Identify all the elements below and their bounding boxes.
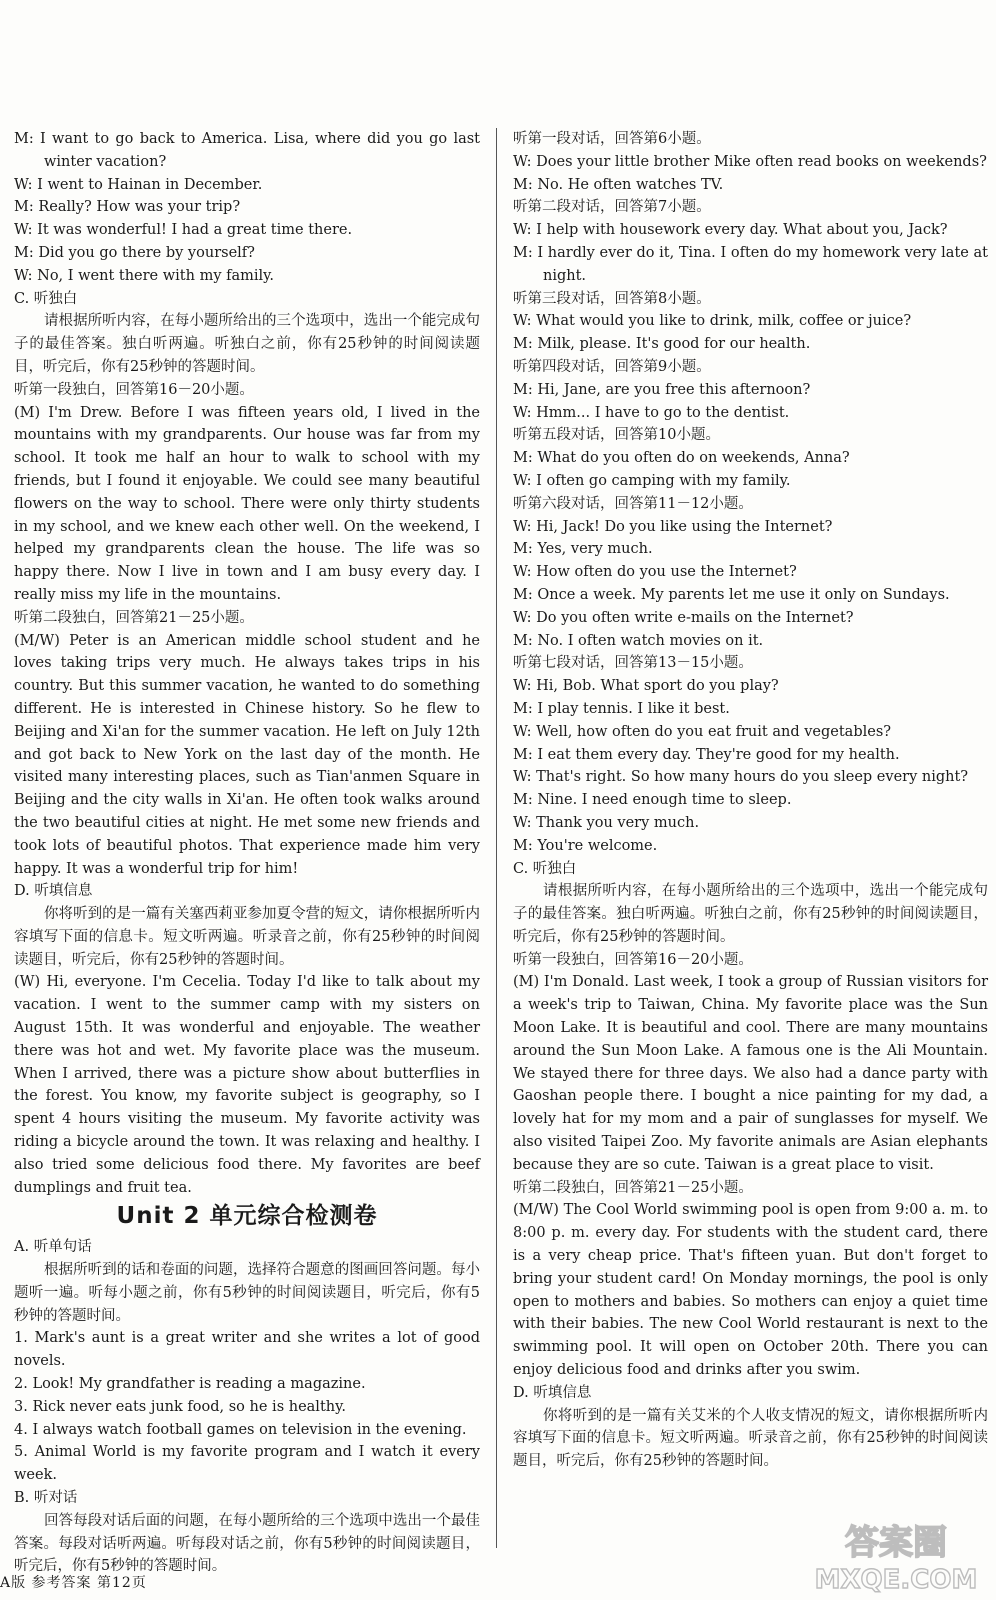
column-divider bbox=[496, 128, 497, 1548]
site-watermark-logo bbox=[808, 1518, 984, 1594]
text-line: B. 听对话 bbox=[14, 1490, 78, 1507]
text-line: (M/W) The Cool World swimming pool is open from 9:00 a. m. to 8:00 p. m. every day. For students with the student card, there is a very cheap price. That's fifteen yuan. But don't forget to bring your student card! On Monday mornings, the pool is only open to mothers and babies. So mothers can enjoy a quiet time with their babies. The new Cool World restaurant is next to the swimming pool. It will open on October 20th. There you can enjoy delicious food and drinks after you swim. bbox=[513, 1202, 988, 1379]
text-line: 2. Look! My grandfather is reading a magazine. bbox=[14, 1376, 366, 1393]
left-column-text bbox=[14, 128, 480, 1199]
text-line: M: I hardly ever do it, Tina. I often do my homework very late at night. bbox=[513, 244, 988, 284]
text-line: 3. Rick never eats junk food, so he is healthy. bbox=[14, 1398, 346, 1415]
text-line: M: I want to go back to America. Lisa, where did you go last winter vacation? bbox=[14, 131, 480, 170]
svg-text:MXQE.COM: MXQE.COM bbox=[814, 1565, 978, 1594]
text-line: W: I often go camping with my family. bbox=[513, 472, 791, 489]
text-line: 听第一段独白，回答第16－20小题。 bbox=[513, 951, 753, 968]
unit-title: Unit 2 单元综合检测卷 bbox=[116, 1203, 378, 1230]
text-line: (M/W) Peter is an American middle school student and he loves taking trips very much. He always takes trips in his country. But this summer vacation, he wanted to do something different. He is interested in Chinese history. So he flew to Beijing and Xi'an for the summer vacation. He left on July 12th and got back to New York on the last day of the month. He visited many interesting places, such as Tian'anmen Square in Beijing and the city walls in Xi'an. He often took walks around the two beautiful cities at night. He met some new friends and took lots of beautiful photos. That experience made him very happy. It was a wonderful trip for him! bbox=[14, 632, 480, 877]
page-footer: A版 参考答案 第12页 bbox=[0, 1575, 147, 1591]
text-line: 5. Animal World is my favorite program and I watch it every week. bbox=[14, 1444, 480, 1484]
text-line: 听第七段对话，回答第13－15小题。 bbox=[513, 655, 753, 672]
text-line: 听第三段对话，回答第8小题。 bbox=[513, 290, 711, 307]
text-line: M: No. He often watches TV. bbox=[513, 176, 724, 193]
text-line: W: What would you like to drink, milk, coffee or juice? bbox=[513, 313, 912, 330]
text-line: W: That's right. So how many hours do you sleep every night? bbox=[513, 769, 969, 786]
text-line: 听第五段对话，回答第10小题。 bbox=[513, 427, 720, 444]
text-line: W: I help with housework every day. What about you, Jack? bbox=[513, 222, 948, 239]
text-line: 4. I always watch football games on television in the evening. bbox=[14, 1421, 467, 1438]
text-line: A. 听单句话 bbox=[14, 1239, 92, 1256]
text-line: 回答每段对话后面的问题，在每小题所给的三个选项中选出一个最佳答案。每段对话听两遍。听每段对话之前，你有5秒钟的时间阅读题目，听完后，你有5秒钟的答题时间。 bbox=[14, 1512, 480, 1575]
text-line: M: Milk, please. It's good for our health. bbox=[513, 336, 811, 353]
text-line: (M) I'm Donald. Last week, I took a group of Russian visitors for a week's trip to Taiwan, China. My favorite place was the Sun Moon Lake. It is beautiful and cool. There are many mountains around the Sun Moon Lake. A famous one is the Ali Mountain. We stayed there for three days. We also had a dance party with Gaoshan people there. I bought a nice painting for my dad, a lovely hat for my mom and a pair of sunglasses for myself. We also visited Taipei Zoo. My favorite animals are Asian elephants because they are so cute. Taiwan is a great place to visit. bbox=[513, 974, 988, 1173]
text-line: 听第四段对话，回答第9小题。 bbox=[513, 358, 711, 375]
text-line: M: Once a week. My parents let me use it only on Sundays. bbox=[513, 586, 950, 603]
text-line: M: Yes, very much. bbox=[513, 541, 653, 558]
text-line: M: Nine. I need enough time to sleep. bbox=[513, 792, 792, 809]
text-line: (W) Hi, everyone. I'm Cecelia. Today I'd like to talk about my vacation. I went to the summer camp with my sisters on August 15th. It was wonderful and enjoyable. The weather there was hot and wet. My favorite place was the museum. When I arrived, there was a picture show about butterflies in the forest. You know, my favorite subject is geography, so I spent 4 hours visiting the museum. My favorite activity was riding a bicycle around the town. It was relaxing and healthy. I also tried some delicious food there. My favorites are beef dumplings and fruit tea. bbox=[14, 974, 480, 1196]
svg-text:答案圈: 答案圈 bbox=[845, 1523, 947, 1563]
left-column-text-2 bbox=[14, 1236, 480, 1578]
text-line: W: Hi, Bob. What sport do you play? bbox=[513, 678, 779, 695]
text-line: W: Hi, Jack! Do you like using the Internet? bbox=[513, 518, 833, 535]
text-line: 你将听到的是一篇有关塞西莉亚参加夏令营的短文，请你根据所听内容填写下面的信息卡。短文听两遍。听录音之前，你有25秒钟的时间阅读题目，听完后，你有25秒钟的答题时间。 bbox=[14, 906, 480, 968]
text-line: W: It was wonderful! I had a great time there. bbox=[14, 222, 353, 239]
right-column bbox=[513, 128, 988, 1473]
text-line: M: I eat them every day. They're good for my health. bbox=[513, 746, 900, 763]
text-line: C. 听独白 bbox=[14, 290, 78, 307]
text-line: 请根据所听内容，在每小题所给出的三个选项中，选出一个能完成句子的最佳答案。独白听两遍。听独白之前，你有25秒钟的时间阅读题目，听完后，你有25秒钟的答题时间。 bbox=[513, 883, 988, 945]
text-line: M: I play tennis. I like it best. bbox=[513, 700, 730, 717]
text-line: W: I went to Hainan in December. bbox=[14, 176, 263, 193]
text-line: 请根据所听内容，在每小题所给出的三个选项中，选出一个能完成句子的最佳答案。独白听两遍。听独白之前，你有25秒钟的时间阅读题目，听完后，你有25秒钟的答题时间。 bbox=[14, 313, 480, 375]
text-line: M: Did you go there by yourself? bbox=[14, 244, 255, 261]
text-line: D. 听填信息 bbox=[14, 883, 93, 900]
left-column bbox=[14, 128, 480, 1578]
right-column-text bbox=[513, 128, 988, 1473]
text-line: 听第一段对话，回答第6小题。 bbox=[513, 131, 711, 147]
text-line: C. 听独白 bbox=[513, 860, 577, 877]
text-line: W: No, I went there with my family. bbox=[14, 267, 275, 284]
text-line: (M) I'm Drew. Before I was fifteen years old, I lived in the mountains with my grandparents. Our house was far from my school. It took me half an hour to walk to school with my friends, but I found it enjoyable. We could see many beautiful flowers on the way to school. There were only thirty students in my school, and we knew each other well. On the weekend, I helped my grandparents clean the house. The life was so happy there. Now I live in town and I am busy every day. I really miss my life in the mountains. bbox=[14, 404, 480, 603]
text-line: 听第六段对话，回答第11－12小题。 bbox=[513, 495, 753, 512]
text-line: W: Do you often write e-mails on the Internet? bbox=[513, 609, 854, 626]
text-line: W: Hmm... I have to go to the dentist. bbox=[513, 404, 790, 421]
text-line: 听第二段独白，回答第21－25小题。 bbox=[14, 609, 254, 626]
text-line: 1. Mark's aunt is a great writer and she writes a lot of good novels. bbox=[14, 1330, 480, 1370]
text-line: M: No. I often watch movies on it. bbox=[513, 632, 764, 649]
text-line: 听第一段独白，回答第16－20小题。 bbox=[14, 381, 254, 398]
text-line: W: Thank you very much. bbox=[513, 814, 700, 831]
text-line: W: Well, how often do you eat fruit and vegetables? bbox=[513, 723, 892, 740]
text-line: M: What do you often do on weekends, Anna? bbox=[513, 450, 850, 467]
text-line: M: Hi, Jane, are you free this afternoon? bbox=[513, 381, 811, 398]
text-line: 根据所听到的话和卷面的问题，选择符合题意的图画回答问题。每小题听一遍。听每小题之前，你有5秒钟的时间阅读题目，听完后，你有5秒钟的答题时间。 bbox=[14, 1262, 480, 1324]
text-line: 听第二段独白，回答第21－25小题。 bbox=[513, 1179, 753, 1196]
text-line: 你将听到的是一篇有关艾米的个人收支情况的短文，请你根据所听内容填写下面的信息卡。短文听两遍。听录音之前，你有25秒钟的时间阅读题目，听完后，你有25秒钟的答题时间。 bbox=[513, 1407, 988, 1470]
text-line: W: How often do you use the Internet? bbox=[513, 564, 797, 581]
text-line: D. 听填信息 bbox=[513, 1384, 592, 1401]
text-line: M: You're welcome. bbox=[513, 837, 658, 854]
text-line: M: Really? How was your trip? bbox=[14, 199, 241, 216]
text-line: W: Does your little brother Mike often read books on weekends? bbox=[513, 153, 987, 170]
text-line: 听第二段对话，回答第7小题。 bbox=[513, 199, 711, 216]
